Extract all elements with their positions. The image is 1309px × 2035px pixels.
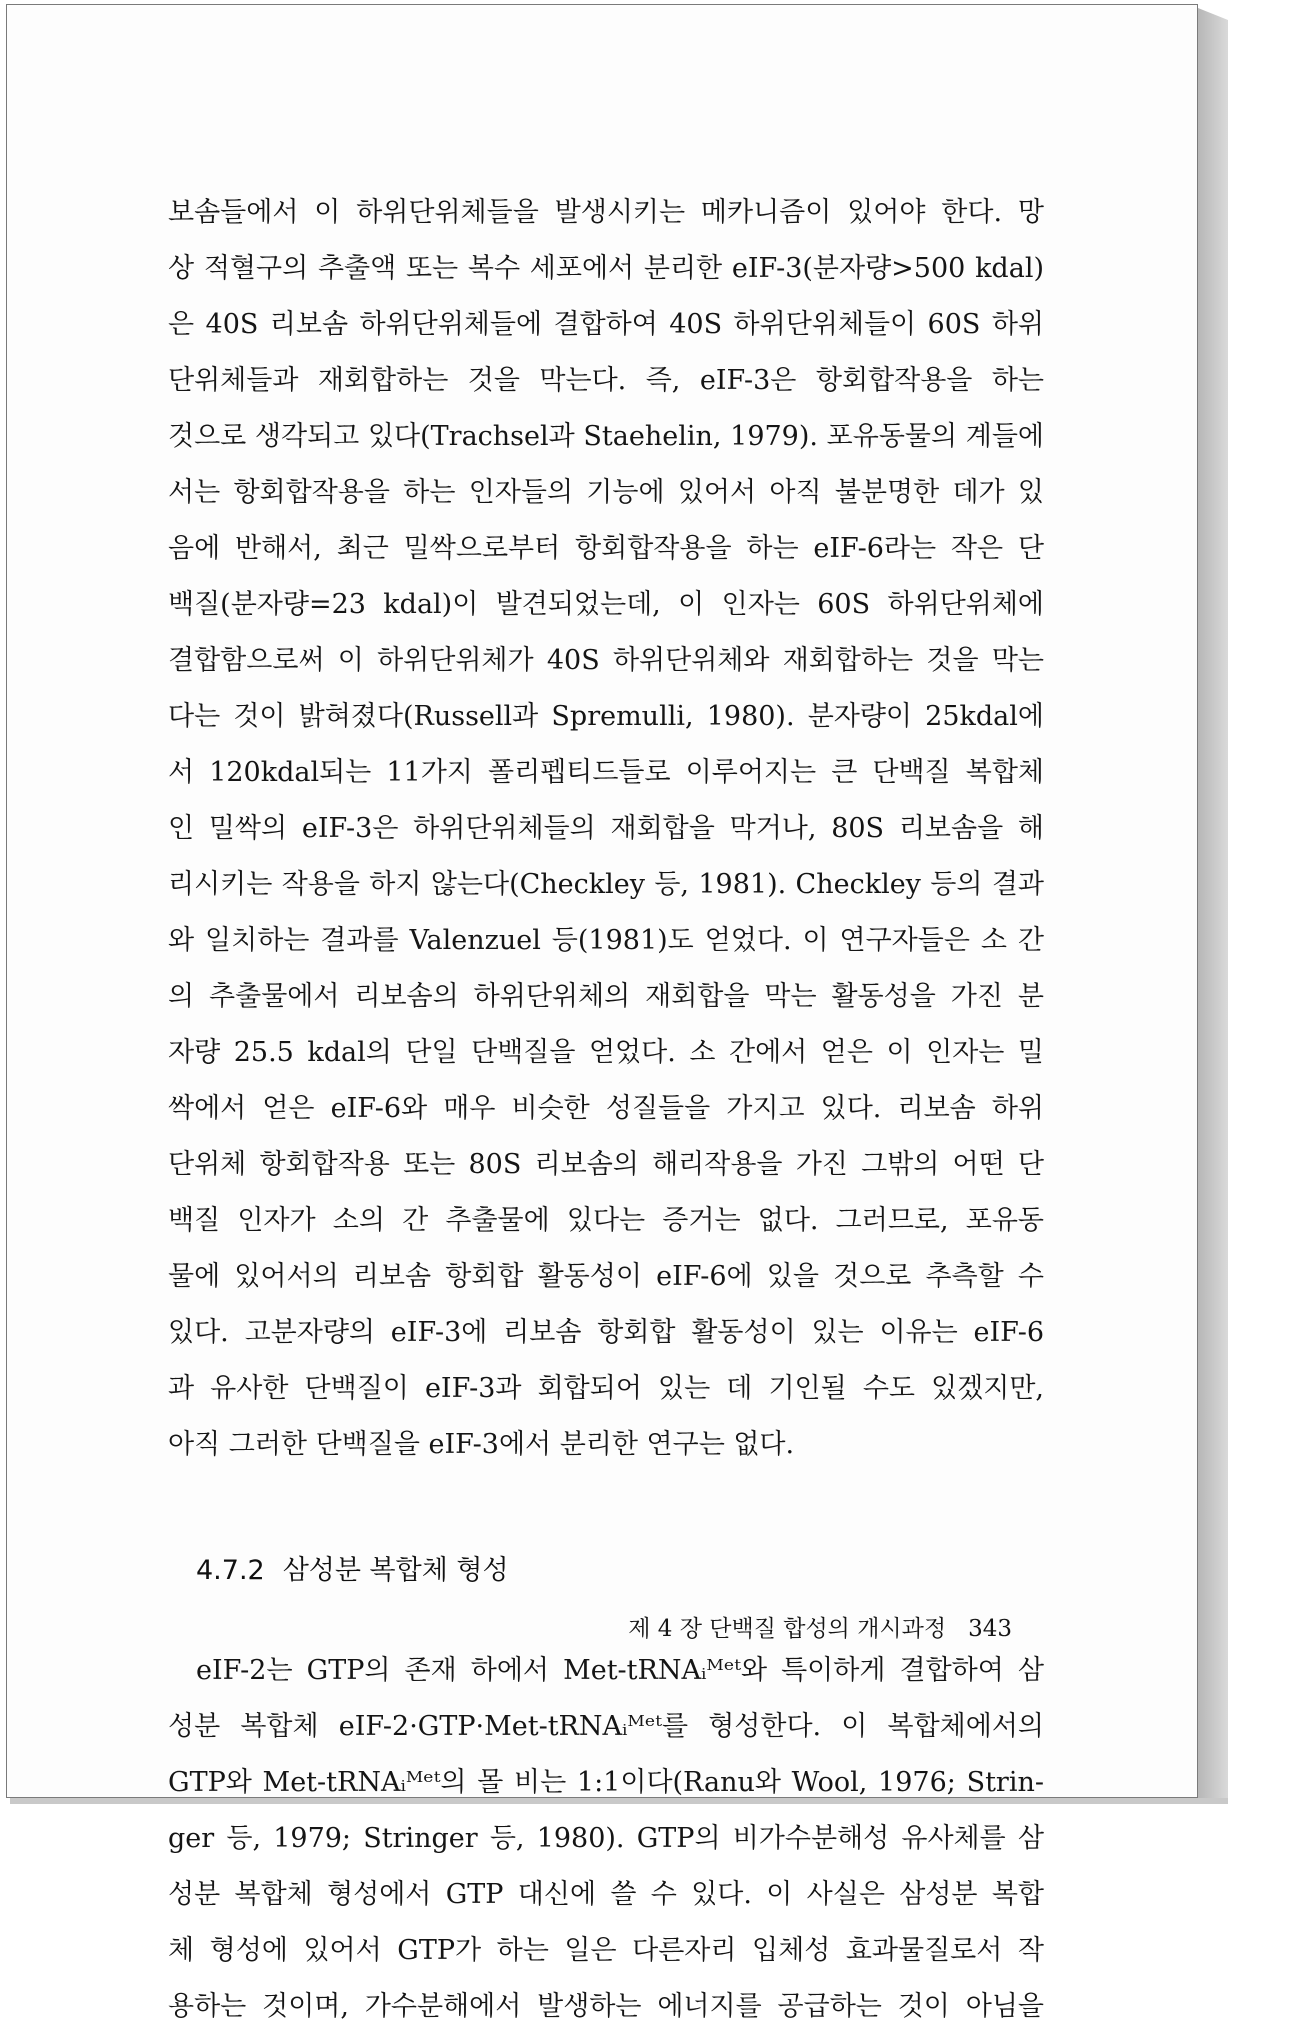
text-line: 아직 그러한 단백질을 eIF-3에서 분리한 연구는 없다. [168,1429,795,1460]
text-line: 리시키는 작용을 하지 않는다(Checkley 등, 1981). Checkley 등의 결과 [168,869,1044,900]
text-line: 의 추출물에서 리보솜의 하위단위체의 재회합을 막는 활동성을 가진 분 [168,981,1044,1012]
text-line: 물에 있어서의 리보솜 항회합 활동성이 eIF-6에 있을 것으로 추측할 수 [168,1261,1044,1292]
text-line: eIF-2는 GTP의 존재 하에서 Met-tRNAᵢᴹᵉᵗ와 특이하게 결합하여 삼 [196,1655,1044,1686]
text-line: 체 형성에 있어서 GTP가 하는 일은 다른자리 입체성 효과물질로서 작 [168,1935,1044,1966]
text-line: 서는 항회합작용을 하는 인자들의 기능에 있어서 아직 불분명한 데가 있 [168,477,1044,508]
text-line: 음에 반해서, 최근 밀싹으로부터 항회합작용을 하는 eIF-6라는 작은 단 [168,533,1044,564]
page-edge-shadow [1198,8,1228,1798]
text-line: 용하는 것이며, 가수분해에서 발생하는 에너지를 공급하는 것이 아님을 [168,1991,1044,2022]
text-line: 보솜들에서 이 하위단위체들을 발생시키는 메카니즘이 있어야 한다. 망 [168,197,1044,228]
text-line: 백질 인자가 소의 간 추출물에 있다는 증거는 없다. 그러므로, 포유동 [168,1205,1044,1236]
text-line: 다는 것이 밝혀졌다(Russell과 Spremulli, 1980). 분자량이 25kdal에 [168,701,1044,732]
page-number: 343 [968,1616,1012,1642]
section-title: 삼성분 복합체 형성 [282,1555,509,1586]
text-line: 인 밀싹의 eIF-3은 하위단위체들의 재회합을 막거나, 80S 리보솜을 해 [168,813,1044,844]
text-line: ger 등, 1979; Stringer 등, 1980). GTP의 비가수분해성 유사체를 삼 [168,1823,1044,1854]
page-body [168,185,1044,2035]
section-heading [196,1551,1044,1591]
running-footer [168,1610,1012,1643]
text-line: GTP와 Met-tRNAᵢᴹᵉᵗ의 몰 비는 1:1이다(Ranu와 Wool, 1976; Strin- [168,1767,1044,1798]
text-line: 백질(분자량=23 kdal)이 발견되었는데, 이 인자는 60S 하위단위체에 [168,589,1044,620]
text-line: 은 40S 리보솜 하위단위체들에 결합하여 40S 하위단위체들이 60S 하위 [168,309,1044,340]
text-line: 자량 25.5 kdal의 단일 단백질을 얻었다. 소 간에서 얻은 이 인자는 밀 [168,1037,1044,1068]
text-line: 성분 복합체 eIF-2·GTP·Met-tRNAᵢᴹᵉᵗ를 형성한다. 이 복합체에서의 [168,1711,1044,1742]
text-line: 과 유사한 단백질이 eIF-3과 회합되어 있는 데 기인될 수도 있겠지만, [168,1373,1044,1404]
paragraph-ribosome-dissociation [168,185,1044,1473]
text-line: 서 120kdal되는 11가지 폴리펩티드들로 이루어지는 큰 단백질 복합체 [168,757,1044,788]
text-line: 있다. 고분자량의 eIF-3에 리보솜 항회합 활동성이 있는 이유는 eIF-6 [168,1317,1044,1348]
text-line: 결합함으로써 이 하위단위체가 40S 하위단위체와 재회합하는 것을 막는 [168,645,1044,676]
paragraph-ternary-complex [168,1643,1044,2035]
text-line: 성분 복합체 형성에서 GTP 대신에 쓸 수 있다. 이 사실은 삼성분 복합 [168,1879,1044,1910]
section-number: 4.7.2 [196,1555,265,1586]
text-line: 싹에서 얻은 eIF-6와 매우 비슷한 성질들을 가지고 있다. 리보솜 하위 [168,1093,1044,1124]
text-line: 단위체들과 재회합하는 것을 막는다. 즉, eIF-3은 항회합작용을 하는 [168,365,1044,396]
text-line: 것으로 생각되고 있다(Trachsel과 Staehelin, 1979). 포유동물의 계들에 [168,421,1044,452]
text-line: 와 일치하는 결과를 Valenzuel 등(1981)도 얻었다. 이 연구자들은 소 간 [168,925,1044,956]
text-line: 단위체 항회합작용 또는 80S 리보솜의 해리작용을 가진 그밖의 어떤 단 [168,1149,1044,1180]
chapter-title: 제 4 장 단백질 합성의 개시과정 [628,1616,947,1642]
text-line: 상 적혈구의 추출액 또는 복수 세포에서 분리한 eIF-3(분자량>500 kdal) [168,253,1044,284]
